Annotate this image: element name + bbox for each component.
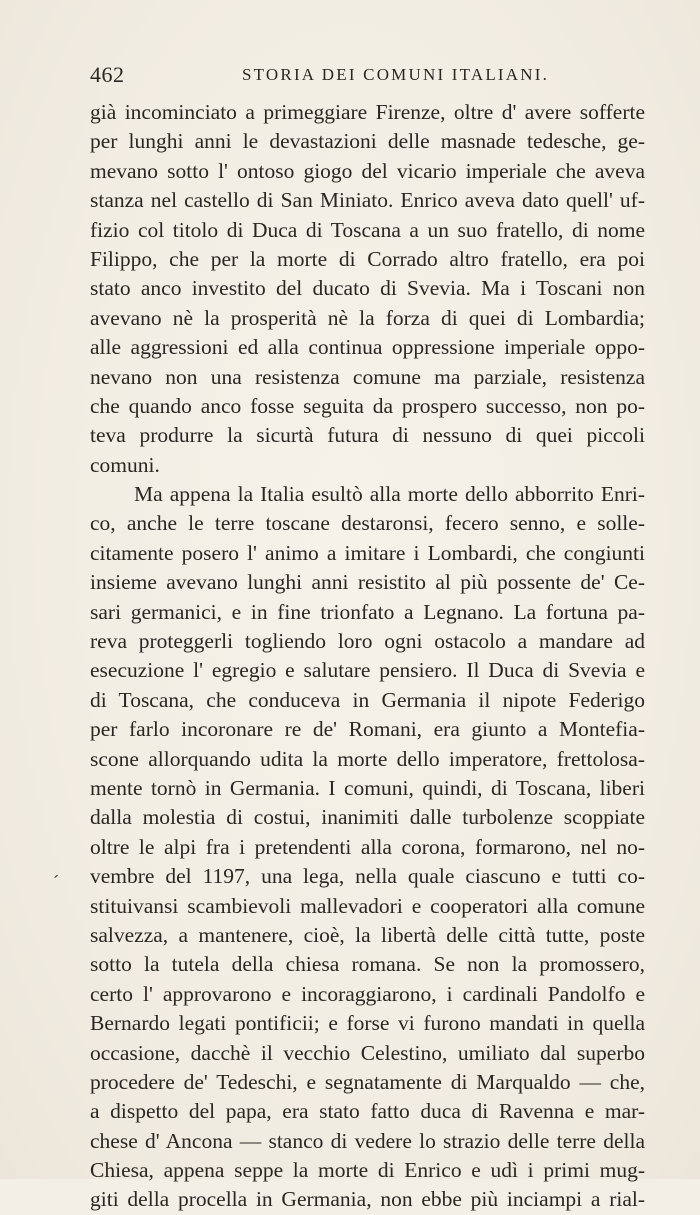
text-line: sari germanici, e in fine trionfato a Legnano. La fortuna pa- bbox=[90, 599, 645, 624]
paragraph-start-line: Ma appena la Italia esultò alla morte dello abborrito Enri- bbox=[134, 482, 645, 507]
text-line: co, anche le terre toscane destaronsi, fecero senno, e solle- bbox=[90, 511, 645, 536]
text-line: Chiesa, appena seppe la morte di Enrico e udì i primi mug- bbox=[90, 1158, 645, 1183]
text-line: vembre del 1197, una lega, nella quale ciascuno e tutti co- bbox=[90, 864, 645, 889]
page-number: 462 bbox=[90, 62, 125, 87]
text-line: avevano nè la prosperità nè la forza di quei di Lombardia; bbox=[90, 305, 645, 330]
text-line: citamente posero l' animo a imitare i Lombardi, che congiunti bbox=[90, 540, 645, 565]
text-line: occasione, dacchè il vecchio Celestino, umiliato dal superbo bbox=[90, 1040, 645, 1065]
text-line: certo l' approvarono e incoraggiarono, i cardinali Pandolfo e bbox=[90, 981, 645, 1006]
margin-mark: ´ bbox=[53, 872, 59, 892]
running-head: STORIA DEI COMUNI ITALIANI. bbox=[242, 65, 550, 84]
text-line: Bernardo legati pontificii; e forse vi furono mandati in quella bbox=[90, 1011, 645, 1036]
text-line: sotto la tutela della chiesa romana. Se non la promossero, bbox=[90, 952, 645, 977]
text-line: scone allorquando udita la morte dello imperatore, frettolosa- bbox=[90, 746, 645, 771]
text-line: per farlo incoronare re de' Romani, era giunto a Montefia- bbox=[90, 717, 645, 742]
text-line: mevano sotto l' ontoso giogo del vicario imperiale che aveva bbox=[90, 158, 645, 183]
text-line: nevano non una resistenza comune ma parziale, resistenza bbox=[90, 364, 645, 389]
page-header bbox=[90, 62, 645, 92]
text-line: dalla molestia di costui, inanimiti dalle turbolenze scoppiate bbox=[90, 805, 645, 830]
text-line: alle aggressioni ed alla continua oppressione imperiale oppo- bbox=[90, 335, 645, 360]
text-line: per lunghi anni le devastazioni delle masnade tedesche, ge- bbox=[90, 129, 645, 154]
text-line: salvezza, a mantenere, cioè, la libertà delle città tutte, poste bbox=[90, 922, 645, 947]
text-line: che quando anco fosse seguita da prospero successo, non po- bbox=[90, 393, 645, 418]
text-line: chese d' Ancona — stanco di vedere lo strazio delle terre della bbox=[90, 1128, 645, 1153]
text-line: a dispetto del papa, era stato fatto duca di Ravenna e mar- bbox=[90, 1099, 645, 1124]
text-line: teva produrre la sicurtà futura di nessuno di quei piccoli bbox=[90, 423, 645, 448]
text-line: stato anco investito del ducato di Svevia. Ma i Toscani non bbox=[90, 276, 645, 301]
text-line: stanza nel castello di San Miniato. Enrico aveva dato quell' uf- bbox=[90, 188, 645, 213]
text-line: oltre le alpi fra i pretendenti alla corona, formarono, nel no- bbox=[90, 834, 645, 859]
body-text bbox=[90, 98, 645, 1215]
text-line: di Toscana, che conduceva in Germania il nipote Federigo bbox=[90, 687, 645, 712]
text-line: insieme avevano lunghi anni resistito al più possente de' Ce- bbox=[90, 570, 645, 595]
text-line: fizio col titolo di Duca di Toscana a un suo fratello, di nome bbox=[90, 217, 645, 242]
text-line: comuni. bbox=[90, 452, 160, 477]
text-line: esecuzione l' egregio e salutare pensiero. Il Duca di Svevia e bbox=[90, 658, 645, 683]
text-line: già incominciato a primeggiare Firenze, oltre d' avere sofferte bbox=[90, 100, 645, 124]
text-line: procedere de' Tedeschi, e segnatamente di Marqualdo — che, bbox=[90, 1069, 645, 1094]
text-line: Filippo, che per la morte di Corrado altro fratello, era poi bbox=[90, 246, 645, 271]
text-line: reva proteggerli togliendo loro ogni ostacolo a mandare ad bbox=[90, 629, 645, 654]
text-line: stituivansi scambievoli mallevadori e cooperatori alla comune bbox=[90, 893, 645, 918]
text-line: mente tornò in Germania. I comuni, quindi, di Toscana, liberi bbox=[90, 775, 645, 800]
text-line: giti della procella in Germania, non ebbe più inciampi a rial- bbox=[90, 1187, 645, 1212]
